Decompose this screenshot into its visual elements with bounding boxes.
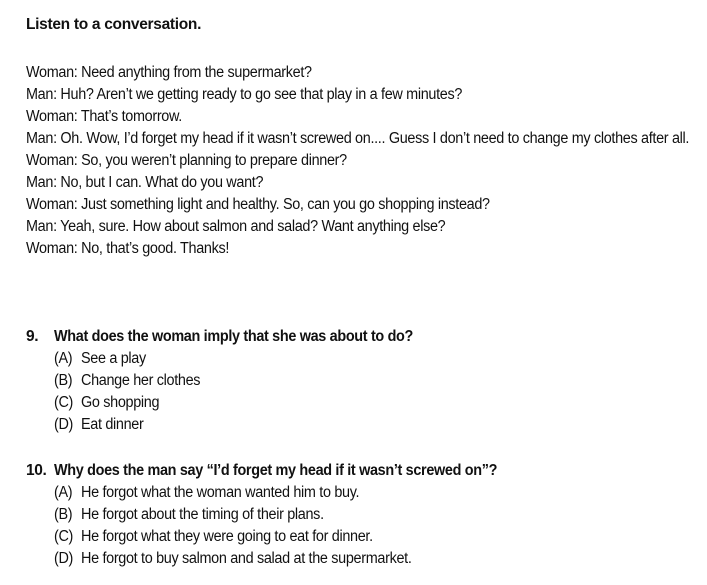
option-text: Eat dinner bbox=[81, 416, 144, 433]
option-letter: (D) bbox=[54, 416, 74, 433]
transcript-line: Woman: No, that’s good. Thanks! bbox=[26, 240, 230, 257]
conversation-transcript bbox=[26, 62, 698, 260]
option-letter: (D) bbox=[54, 550, 74, 567]
transcript-line: Man: Oh. Wow, I’d forget my head if it wasn’t screwed on.... Guess I don’t need to change my clothes after all. bbox=[26, 130, 690, 147]
transcript-line: Man: No, but I can. What do you want? bbox=[26, 174, 264, 191]
question-9-stem bbox=[26, 326, 698, 348]
answer-option-a[interactable] bbox=[26, 348, 698, 370]
answer-option-b[interactable] bbox=[26, 370, 698, 392]
answer-option-d[interactable] bbox=[26, 548, 698, 570]
option-letter: (C) bbox=[54, 394, 74, 411]
option-text: He forgot what the woman wanted him to buy. bbox=[81, 484, 360, 501]
option-letter: (B) bbox=[54, 372, 73, 389]
question-text: What does the woman imply that she was about to do? bbox=[54, 328, 414, 345]
question-10 bbox=[26, 460, 698, 570]
option-text: He forgot about the timing of their plans. bbox=[81, 506, 324, 523]
answer-option-c[interactable] bbox=[26, 392, 698, 414]
option-letter: (A) bbox=[54, 484, 73, 501]
transcript-line: Woman: Need anything from the supermarket? bbox=[26, 64, 312, 81]
document-page bbox=[26, 14, 698, 567]
transcript-line: Man: Huh? Aren’t we getting ready to go see that play in a few minutes? bbox=[26, 86, 463, 103]
option-text: Change her clothes bbox=[81, 372, 201, 389]
option-letter: (B) bbox=[54, 506, 73, 523]
transcript-line: Woman: Just something light and healthy. So, can you go shopping instead? bbox=[26, 196, 490, 213]
option-letter: (C) bbox=[54, 528, 74, 545]
instruction-heading: Listen to a conversation. bbox=[26, 16, 202, 33]
transcript-line: Man: Yeah, sure. How about salmon and salad? Want anything else? bbox=[26, 218, 446, 235]
option-letter: (A) bbox=[54, 350, 73, 367]
answer-option-c[interactable] bbox=[26, 526, 698, 548]
answer-option-a[interactable] bbox=[26, 482, 698, 504]
answer-option-b[interactable] bbox=[26, 504, 698, 526]
transcript-line: Woman: That’s tomorrow. bbox=[26, 108, 182, 125]
question-text: Why does the man say “I’d forget my head if it wasn’t screwed on”? bbox=[54, 462, 498, 479]
question-9 bbox=[26, 326, 698, 436]
option-text: He forgot what they were going to eat for dinner. bbox=[81, 528, 373, 545]
option-text: Go shopping bbox=[81, 394, 160, 411]
question-number: 9. bbox=[26, 328, 39, 345]
answer-option-d[interactable] bbox=[26, 414, 698, 436]
transcript-line: Woman: So, you weren’t planning to prepare dinner? bbox=[26, 152, 347, 169]
question-number: 10. bbox=[26, 462, 47, 479]
option-text: He forgot to buy salmon and salad at the supermarket. bbox=[81, 550, 412, 567]
option-text: See a play bbox=[81, 350, 146, 367]
question-10-stem bbox=[26, 460, 698, 482]
